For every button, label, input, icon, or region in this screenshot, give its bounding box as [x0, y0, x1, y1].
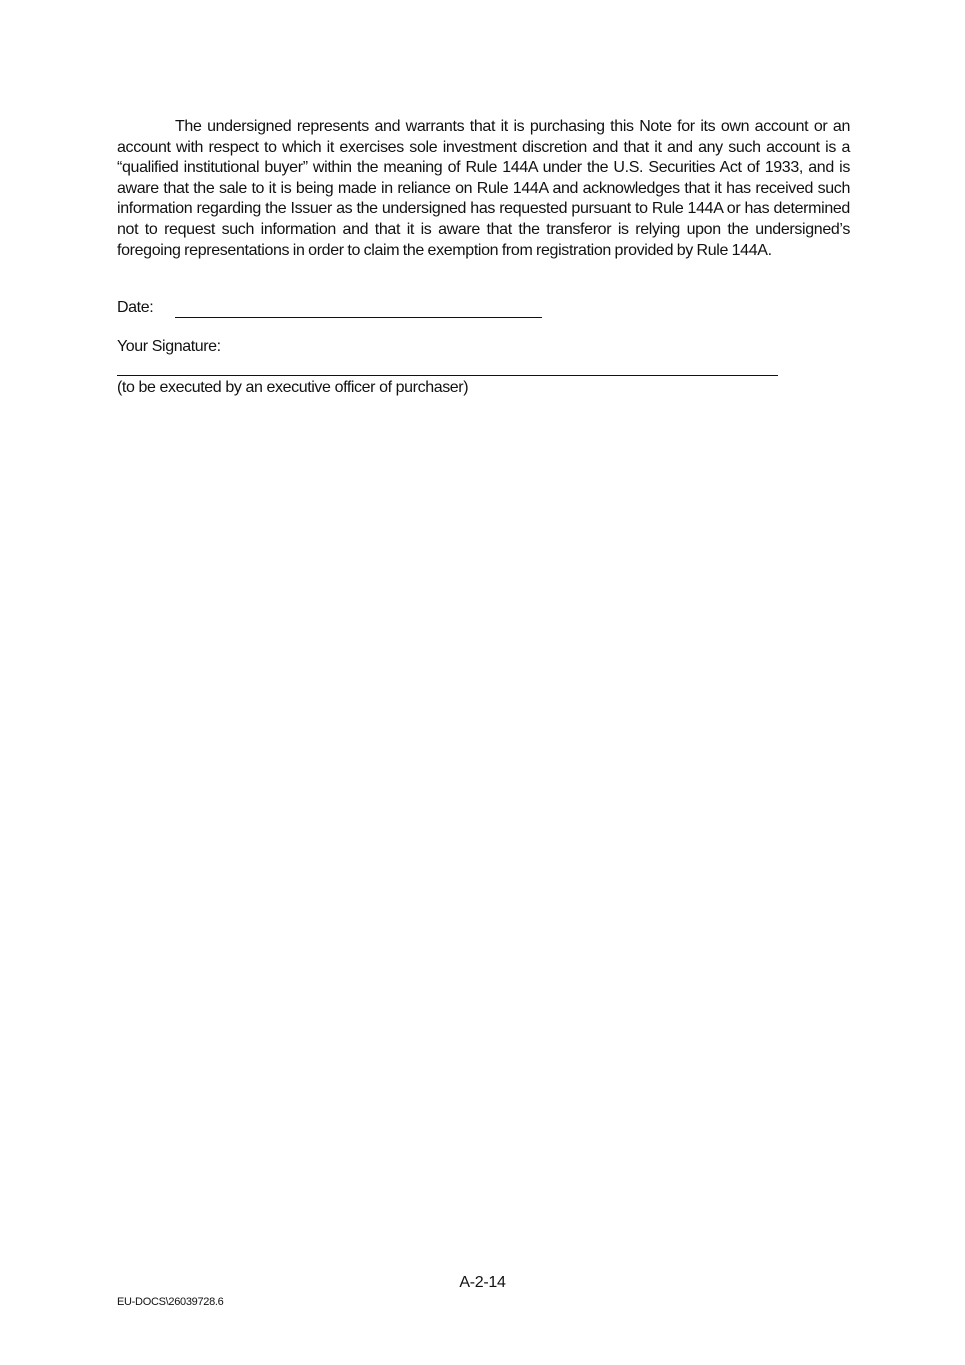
signature-note: (to be executed by an executive officer of purchaser) — [117, 379, 469, 396]
signature-blank-line — [117, 375, 778, 376]
document-reference: EU-DOCS\26039728.6 — [117, 1296, 224, 1308]
date-label: Date: — [117, 299, 154, 316]
date-blank-line — [175, 317, 542, 318]
page-number: A-2-14 — [459, 1274, 506, 1291]
representation-paragraph: The undersigned represents and warrants that it is purchasing this Note for its own account or an account with respect to which it exercises sole investment discretion and that it and any such account is a “qualified institutional buyer” within the meaning of Rule 144A under the U.S. Securities Act of 1933, and is aware that the sale to it is being made in reliance on Rule 144A and acknowledges that it has received such information regarding the Issuer as the undersigned has requested pursuant to Rule 144A or has determined not to request such information and that it is aware that the transferor is relying upon the undersigned’s foregoing representations in order to claim the exemption from registration provided by Rule 144A. — [117, 118, 850, 259]
date-row — [117, 299, 547, 321]
signature-label: Your Signature: — [117, 338, 221, 355]
